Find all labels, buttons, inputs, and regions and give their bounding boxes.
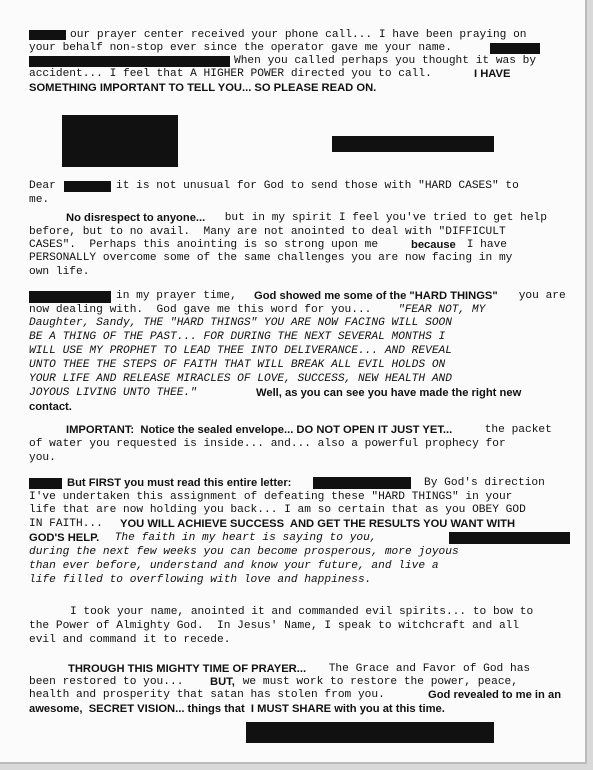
text-line: now dealing with. God gave me this word for you... xyxy=(29,304,379,316)
text-line: IN FAITH... xyxy=(29,518,110,530)
text-line: during the next few weeks you can become prosperous, more joyous xyxy=(29,546,459,558)
text-line: I HAVE xyxy=(474,68,511,80)
text-line: THROUGH THIS MIGHTY TIME OF PRAYER... xyxy=(68,663,307,675)
text-line: in my prayer time, xyxy=(116,290,244,302)
text-line: BUT, xyxy=(210,676,235,688)
redaction-bar xyxy=(29,291,111,303)
text-line: I've undertaken this assignment of defeating these "HARD THINGS" in your xyxy=(29,491,513,503)
text-line: Dear xyxy=(29,180,56,192)
text-line: By God's direction xyxy=(424,477,545,489)
text-line: When you called perhaps you thought it was by xyxy=(234,55,537,67)
redaction-bar xyxy=(246,722,494,743)
text-line: life that are now holding you back... I am so certain that as you OBEY GOD xyxy=(29,504,526,516)
text-line: your behalf non-stop ever since the operator gave me your name. xyxy=(29,42,452,54)
text-line: but in my spirit I feel you've tried to get help xyxy=(218,212,547,224)
redaction-bar xyxy=(313,477,411,489)
text-line: I have xyxy=(460,239,507,251)
text-line: YOUR LIFE AND RELEASE MIRACLES OF LOVE, SUCCESS, NEW HEALTH AND xyxy=(29,373,452,385)
text-line: Daughter, Sandy, THE "HARD THINGS" YOU ARE NOW FACING WILL SOON xyxy=(29,317,452,329)
text-line: you are xyxy=(512,290,566,302)
redaction-bar xyxy=(29,56,230,67)
redaction-bar xyxy=(449,532,570,544)
text-line: health and prosperity that satan has stolen from you. xyxy=(29,689,399,701)
text-line: God showed me some of the "HARD THINGS" xyxy=(254,290,498,302)
text-line: The Grace and Favor of God has xyxy=(322,663,531,675)
redaction-bar xyxy=(490,43,540,54)
text-line: own life. xyxy=(29,266,90,278)
redaction-bar xyxy=(332,136,494,152)
text-line: of water you requested is inside... and... also a powerful prophecy for xyxy=(29,438,506,450)
text-line: GOD'S HELP. xyxy=(29,532,100,544)
text-line: God revealed to me in an xyxy=(428,689,562,701)
text-line: CASES". Perhaps this anointing is so strong upon me xyxy=(29,239,385,251)
text-line: our prayer center received your phone call... I have been praying on xyxy=(70,29,527,41)
text-line: No disrespect to anyone... xyxy=(66,212,206,224)
text-line: life filled to overflowing with love and happiness. xyxy=(29,574,372,586)
text-line: JOYOUS LIVING UNTO THEE." xyxy=(29,387,197,399)
text-line: been restored to you... xyxy=(29,676,191,688)
text-line: Well, as you can see you have made the right new xyxy=(256,387,522,399)
text-line: the packet xyxy=(478,424,552,436)
text-line: I took your name, anointed it and commanded evil spirits... to bow to xyxy=(70,606,534,618)
text-line: we must work to restore the power, peace, xyxy=(236,676,518,688)
redaction-bar xyxy=(29,478,62,489)
text-line: awesome, SECRET VISION... things that I MUST SHARE with you at this time. xyxy=(29,703,445,715)
text-line: evil and command it to recede. xyxy=(29,634,231,646)
text-line: PERSONALLY overcome some of the same challenges you are now facing in my xyxy=(29,252,513,264)
text-line: the Power of Almighty God. In Jesus' Name, I speak to witchcraft and all xyxy=(29,620,520,632)
text-line: before, but to no avail. Many are not anointed to deal with "DIFFICULT xyxy=(29,226,506,238)
text-line: IMPORTANT: Notice the sealed envelope... DO NOT OPEN IT JUST YET... xyxy=(66,424,453,436)
text-line: you. xyxy=(29,452,56,464)
redaction-bar xyxy=(64,181,111,192)
redaction-block xyxy=(62,115,178,167)
text-line: UNTO THEE THE STEPS OF FAITH THAT WILL BREAK ALL EVIL HOLDS ON xyxy=(29,359,446,371)
text-line: me. xyxy=(29,194,50,206)
text-line: The faith in my heart is saying to you, xyxy=(108,532,377,544)
text-line: because xyxy=(411,239,456,251)
text-line: BE A THING OF THE PAST... FOR DURING THE NEXT SEVERAL MONTHS I xyxy=(29,331,446,343)
text-line: accident... I feel that A HIGHER POWER directed you to call. xyxy=(29,68,432,80)
text-line: SOMETHING IMPORTANT TO TELL YOU... SO PLEASE READ ON. xyxy=(29,82,377,94)
text-line: YOU WILL ACHIEVE SUCCESS AND GET THE RESULTS YOU WANT WITH xyxy=(120,518,516,530)
text-line: contact. xyxy=(29,401,72,413)
text-line: it is not unusual for God to send those with "HARD CASES" to xyxy=(116,180,519,192)
redaction-bar xyxy=(29,30,66,40)
text-line: But FIRST you must read this entire letter: xyxy=(67,477,292,489)
text-line: WILL USE MY PROPHET TO LEAD THEE INTO DELIVERANCE... AND REVEAL xyxy=(29,345,452,357)
text-line: than ever before, understand and know your future, and live a xyxy=(29,560,439,572)
text-line: "FEAR NOT, MY xyxy=(398,304,486,316)
